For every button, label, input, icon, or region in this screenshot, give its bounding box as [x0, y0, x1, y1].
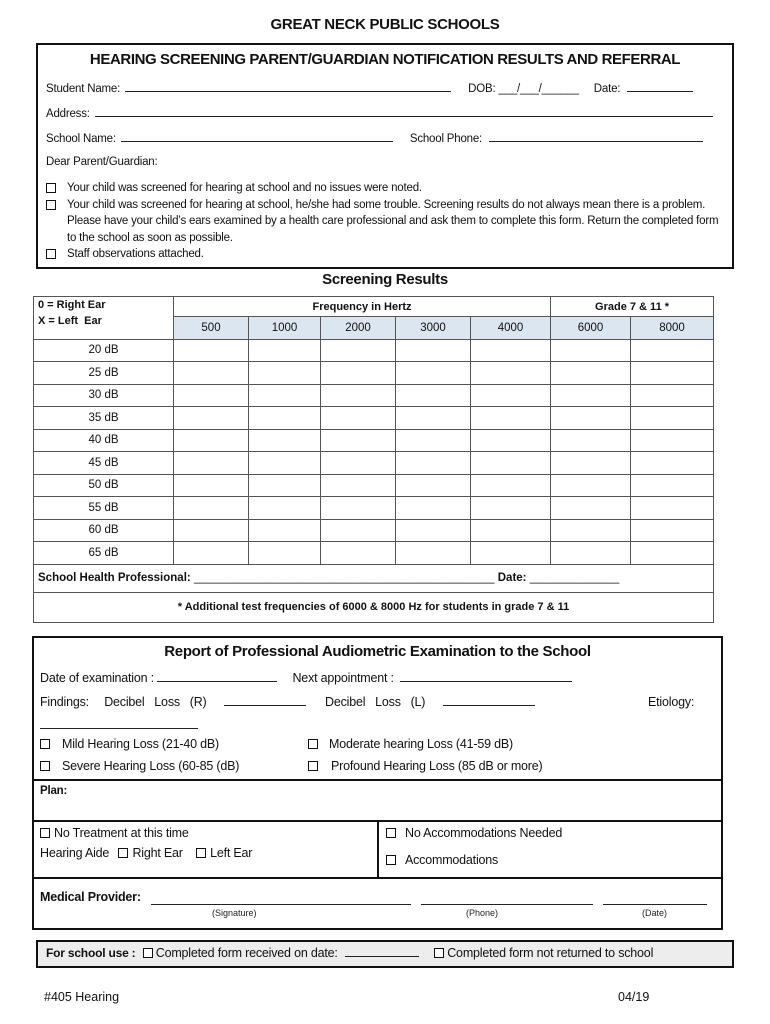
date-caption: (Date): [642, 908, 668, 918]
left-ear-legend: X = Left Ear: [38, 315, 102, 327]
report-section: [32, 636, 723, 930]
checkbox-form-not-returned[interactable]: [434, 948, 444, 958]
professional-cell: [34, 564, 714, 592]
level-label: 40 dB: [34, 429, 174, 452]
result-cell[interactable]: [174, 452, 249, 475]
right-ear-label: Right Ear: [132, 846, 183, 860]
result-cell[interactable]: [174, 407, 249, 430]
checkbox-moderate[interactable]: [308, 739, 318, 749]
table-row: [34, 429, 714, 452]
result-cell[interactable]: [174, 519, 249, 542]
result-cell[interactable]: [631, 339, 714, 362]
table-row: [34, 339, 714, 362]
checkbox-form-received[interactable]: [143, 948, 153, 958]
result-cell[interactable]: [249, 452, 321, 475]
professional-date-field[interactable]: ______________: [529, 572, 620, 584]
result-cell[interactable]: [321, 474, 396, 497]
checkbox-left-ear[interactable]: [196, 848, 206, 858]
signature-caption: (Signature): [212, 908, 257, 918]
notification-title: HEARING SCREENING PARENT/GUARDIAN NOTIFICATION RESULTS AND REFERRAL: [89, 51, 681, 68]
result-cell[interactable]: [321, 407, 396, 430]
level-label: 65 dB: [34, 542, 174, 565]
frequency-6000: 6000: [551, 317, 631, 340]
screening-results-table: [33, 296, 714, 623]
professional-row: [34, 564, 714, 592]
result-cell[interactable]: [471, 429, 551, 452]
result-cell[interactable]: [631, 407, 714, 430]
etiology-label: Etiology:: [648, 695, 695, 709]
result-cell[interactable]: [551, 452, 631, 475]
exam-date-label: Date of examination :: [40, 671, 154, 685]
result-cell[interactable]: [551, 474, 631, 497]
level-label: 45 dB: [34, 452, 174, 475]
checkbox-mild[interactable]: [40, 739, 50, 749]
result-cell[interactable]: [321, 542, 396, 565]
dob-label: DOB:: [468, 83, 496, 95]
right-ear-legend: 0 = Right Ear: [38, 299, 106, 311]
divider: [34, 877, 721, 879]
no-treatment-option: [40, 826, 189, 840]
severity-label: Mild Hearing Loss (21-40 dB): [62, 737, 219, 751]
result-cell[interactable]: [396, 497, 471, 520]
date-label: Date:: [593, 83, 621, 95]
result-cell[interactable]: [174, 497, 249, 520]
result-cell[interactable]: [631, 519, 714, 542]
student-info-row: [46, 81, 693, 95]
result-cell[interactable]: [631, 384, 714, 407]
severity-label: Moderate hearing Loss (41-59 dB): [329, 737, 513, 751]
organization-title: GREAT NECK PUBLIC SCHOOLS: [270, 16, 500, 33]
result-cell[interactable]: [631, 474, 714, 497]
checkbox-accommodations[interactable]: [386, 855, 396, 865]
phone-field[interactable]: [421, 904, 593, 905]
report-title: Report of Professional Audiometric Examination to the School: [164, 643, 591, 660]
ear-legend: [34, 297, 174, 340]
plan-label: Plan:: [40, 785, 68, 797]
result-cell[interactable]: [471, 452, 551, 475]
result-cell[interactable]: [471, 362, 551, 385]
option-label: Staff observations attached.: [67, 248, 204, 260]
result-cell[interactable]: [551, 384, 631, 407]
exam-date-field[interactable]: [157, 671, 277, 682]
result-cell[interactable]: [631, 429, 714, 452]
severity-label: Severe Hearing Loss (60-85 (dB): [62, 759, 240, 773]
result-cell[interactable]: [321, 362, 396, 385]
table-row: [34, 407, 714, 430]
school-phone-field[interactable]: [489, 131, 703, 142]
level-label: 60 dB: [34, 519, 174, 542]
frequency-1000: 1000: [249, 317, 321, 340]
next-appointment-field[interactable]: [400, 671, 572, 682]
no-treatment-label: No Treatment at this time: [54, 826, 189, 840]
level-label: 30 dB: [34, 384, 174, 407]
result-cell[interactable]: [471, 384, 551, 407]
loss-right-field[interactable]: [224, 695, 306, 706]
school-name-label: School Name:: [46, 133, 116, 145]
hearing-aide-row: [40, 846, 252, 860]
professional-date-label: Date:: [497, 572, 527, 584]
additional-frequencies-note: * Additional test frequencies of 6000 & 8000 Hz for students in grade 7 & 11: [34, 592, 714, 622]
result-cell[interactable]: [471, 519, 551, 542]
result-cell[interactable]: [396, 362, 471, 385]
table-row: [34, 542, 714, 565]
checkbox-no-treatment[interactable]: [40, 828, 50, 838]
screening-results-title: Screening Results: [322, 271, 448, 288]
frequency-8000: 8000: [631, 317, 714, 340]
result-cell[interactable]: [174, 362, 249, 385]
result-cell[interactable]: [396, 474, 471, 497]
hearing-aide-label: Hearing Aide: [40, 846, 110, 860]
result-cell[interactable]: [321, 497, 396, 520]
table-row: [34, 519, 714, 542]
loss-left-field[interactable]: [443, 695, 535, 706]
checkbox-profound[interactable]: [308, 761, 318, 771]
no-accommodations-label: No Accommodations Needed: [405, 826, 563, 840]
result-cell[interactable]: [471, 497, 551, 520]
form-received-label: Completed form received on date:: [155, 946, 338, 960]
date-field[interactable]: [627, 81, 693, 92]
result-cell[interactable]: [551, 362, 631, 385]
severity-label: Profound Hearing Loss (85 dB or more): [331, 759, 543, 773]
school-info-row: [46, 131, 703, 145]
received-date-field[interactable]: [345, 946, 419, 957]
result-cell[interactable]: [551, 519, 631, 542]
result-cell[interactable]: [631, 497, 714, 520]
result-cell[interactable]: [249, 542, 321, 565]
result-cell[interactable]: [551, 407, 631, 430]
exam-dates-row: [40, 671, 572, 685]
result-cell[interactable]: [174, 474, 249, 497]
result-cell[interactable]: [631, 452, 714, 475]
checkbox-staff-observations[interactable]: [46, 249, 56, 259]
checkbox-no-issues[interactable]: [46, 183, 56, 193]
result-cell[interactable]: [321, 452, 396, 475]
checkbox-right-ear[interactable]: [118, 848, 128, 858]
frequency-500: 500: [174, 317, 249, 340]
checkbox-no-accommodations[interactable]: [386, 828, 396, 838]
divider: [377, 820, 379, 877]
revision-date: 04/19: [618, 990, 650, 1004]
professional-label: School Health Professional:: [38, 572, 191, 584]
result-cell[interactable]: [396, 519, 471, 542]
level-label: 20 dB: [34, 339, 174, 362]
medical-provider-label: Medical Provider:: [40, 890, 141, 904]
severity-mild: [40, 737, 219, 751]
accommodations-label: Accommodations: [405, 853, 499, 867]
result-cell[interactable]: [249, 362, 321, 385]
result-cell[interactable]: [396, 384, 471, 407]
form-not-returned-label: Completed form not returned to school: [447, 946, 654, 960]
result-cell[interactable]: [471, 542, 551, 565]
notification-section: [36, 43, 734, 269]
signature-field[interactable]: [151, 904, 411, 905]
result-cell[interactable]: [551, 429, 631, 452]
dob-field[interactable]: ___/___/______: [498, 83, 579, 95]
etiology-field[interactable]: [40, 728, 198, 729]
frequency-header: Frequency in Hertz: [174, 297, 551, 317]
result-cell[interactable]: [396, 452, 471, 475]
school-use-bar: [36, 940, 734, 968]
result-cell[interactable]: [631, 362, 714, 385]
result-cell[interactable]: [471, 339, 551, 362]
address-field[interactable]: [95, 106, 713, 117]
student-name-label: Student Name:: [46, 83, 121, 95]
severity-profound: [308, 759, 542, 773]
severity-severe: [40, 759, 239, 773]
level-label: 55 dB: [34, 497, 174, 520]
severity-moderate: [308, 737, 513, 751]
result-cell[interactable]: [249, 429, 321, 452]
result-cell[interactable]: [551, 542, 631, 565]
no-accommodations-option: [386, 826, 562, 840]
frequency-3000: 3000: [396, 317, 471, 340]
option-staff-observations: [46, 246, 726, 263]
result-cell[interactable]: [396, 339, 471, 362]
school-name-field[interactable]: [121, 131, 393, 142]
left-ear-label: Left Ear: [210, 846, 253, 860]
result-cell[interactable]: [396, 407, 471, 430]
address-row: [46, 106, 713, 120]
level-label: 50 dB: [34, 474, 174, 497]
form-number: #405 Hearing: [44, 990, 120, 1004]
result-cell[interactable]: [321, 429, 396, 452]
result-cell[interactable]: [321, 384, 396, 407]
loss-left-label: Decibel Loss (L): [325, 695, 426, 709]
school-use-label: For school use :: [46, 946, 136, 960]
option-label: Your child was screened for hearing at school, he/she had some trouble. Screening results do not always mean there is a problem. Please have your child’s ears examined by a health care professional and ask them to complete this form. Return the completed form to the school as soon as possible.: [67, 198, 719, 244]
result-cell[interactable]: [174, 542, 249, 565]
frequency-2000: 2000: [321, 317, 396, 340]
result-cell[interactable]: [174, 429, 249, 452]
table-row: [34, 362, 714, 385]
option-some-trouble: [46, 197, 726, 247]
checkbox-some-trouble[interactable]: [46, 200, 56, 210]
result-cell[interactable]: [174, 339, 249, 362]
result-cell[interactable]: [249, 497, 321, 520]
student-name-field[interactable]: [125, 81, 451, 92]
findings-row: [40, 695, 535, 709]
notification-options: [46, 180, 726, 263]
result-cell[interactable]: [551, 339, 631, 362]
result-cell[interactable]: [249, 407, 321, 430]
divider: [34, 779, 721, 781]
address-label: Address:: [46, 108, 90, 120]
loss-right-label: Decibel Loss (R): [104, 695, 207, 709]
plan-field[interactable]: [94, 784, 714, 818]
salutation: Dear Parent/Guardian:: [46, 156, 158, 168]
next-appointment-label: Next appointment :: [292, 671, 394, 685]
result-cell[interactable]: [471, 407, 551, 430]
result-cell[interactable]: [396, 542, 471, 565]
grade-header: Grade 7 & 11 *: [551, 297, 714, 317]
phone-caption: (Phone): [466, 908, 499, 918]
result-cell[interactable]: [321, 339, 396, 362]
result-cell[interactable]: [396, 429, 471, 452]
findings-label: Findings:: [40, 695, 89, 709]
result-cell[interactable]: [249, 474, 321, 497]
result-cell[interactable]: [631, 542, 714, 565]
table-row: [34, 497, 714, 520]
result-cell[interactable]: [174, 384, 249, 407]
table-row: [34, 474, 714, 497]
result-cell[interactable]: [249, 339, 321, 362]
school-phone-label: School Phone:: [409, 133, 483, 145]
result-cell[interactable]: [551, 497, 631, 520]
level-label: 35 dB: [34, 407, 174, 430]
level-label: 25 dB: [34, 362, 174, 385]
table-row: [34, 452, 714, 475]
checkbox-severe[interactable]: [40, 761, 50, 771]
option-no-issues: [46, 180, 726, 197]
note-row: [34, 592, 714, 622]
accommodations-option: [386, 853, 498, 867]
result-cell[interactable]: [249, 384, 321, 407]
result-cell[interactable]: [249, 519, 321, 542]
frequency-4000: 4000: [471, 317, 551, 340]
result-cell[interactable]: [321, 519, 396, 542]
option-label: Your child was screened for hearing at school and no issues were noted.: [67, 182, 422, 194]
result-cell[interactable]: [471, 474, 551, 497]
date-field[interactable]: [603, 904, 707, 905]
professional-field[interactable]: _______________________________________________: [193, 572, 495, 584]
table-row: [34, 384, 714, 407]
